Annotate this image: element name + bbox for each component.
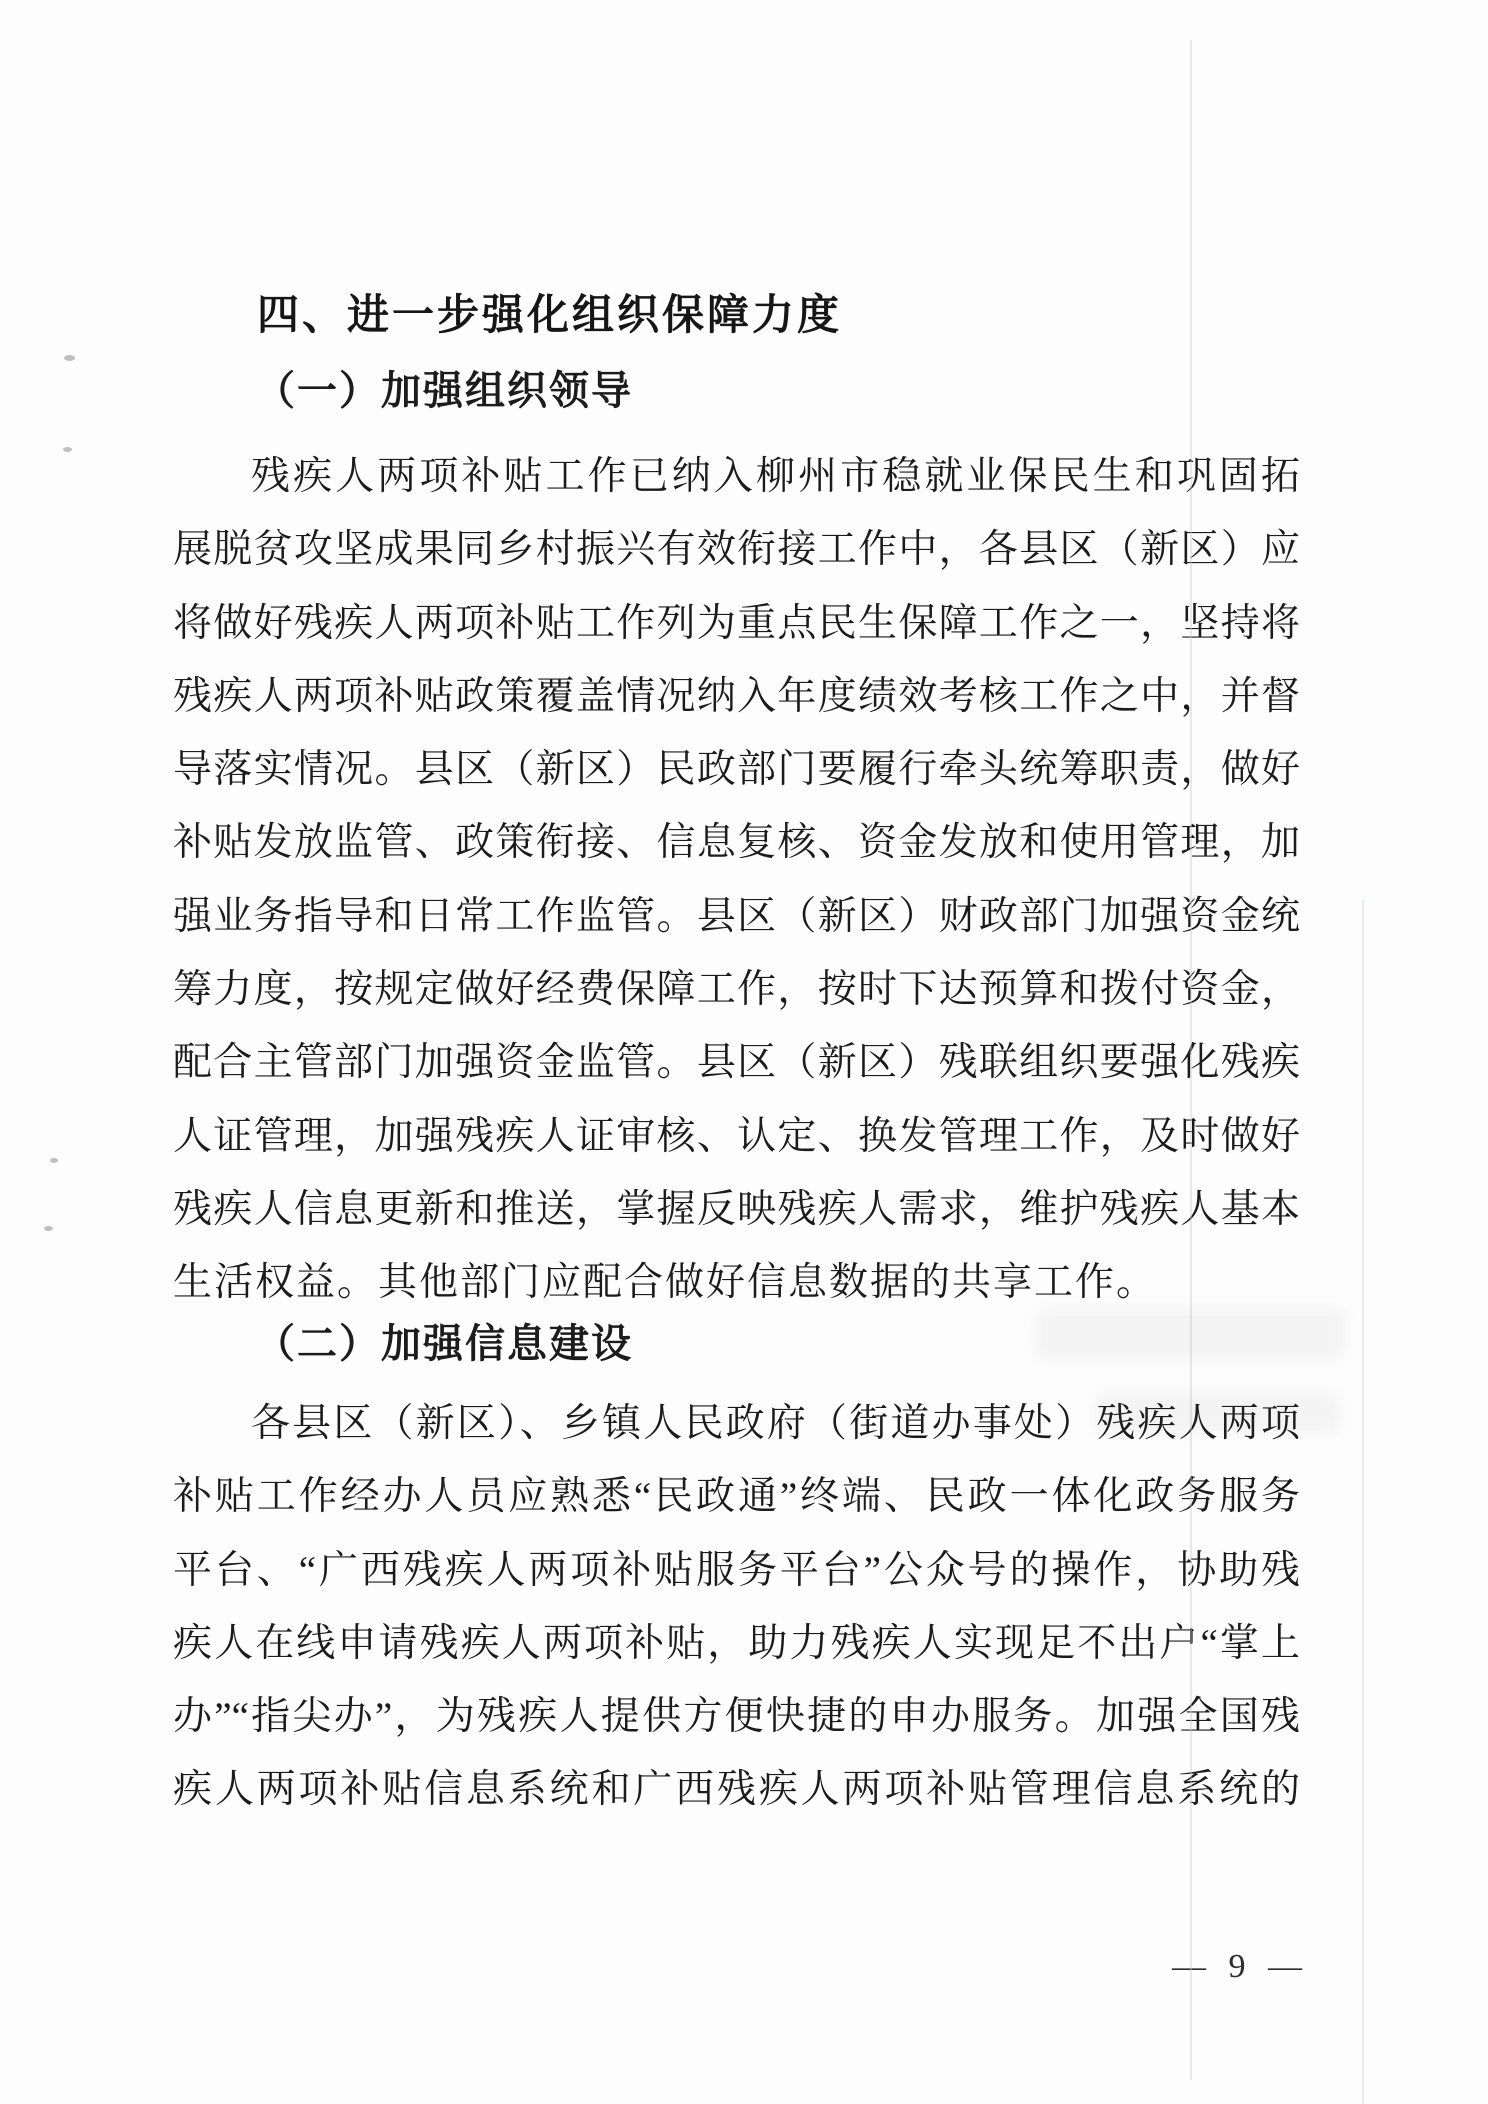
scan-speckle — [44, 1226, 53, 1231]
body-line: 残疾人两项补贴工作已纳入柳州市稳就业保民生和巩固拓 — [251, 455, 1300, 498]
body-line: 办”“指尖办”，为残疾人提供方便快捷的申办服务。加强全国残 — [173, 1695, 1300, 1739]
paragraph-1 — [173, 440, 1300, 1320]
page-number: — 9 — — [1172, 1948, 1309, 1985]
body-line: 导落实情况。县区（新区）民政部门要履行牵头统筹职责，做好 — [173, 748, 1300, 792]
scan-artifact-vline — [1362, 900, 1364, 2104]
section-heading: 四、进一步强化组织保障力度 — [257, 291, 843, 338]
body-line: 补贴工作经办人员应熟悉“民政通”终端、民政一体化政务服务 — [173, 1475, 1300, 1519]
body-line: 展脱贫攻坚成果同乡村振兴有效衔接工作中，各县区（新区）应 — [173, 528, 1300, 572]
body-line: 生活权益。其他部门应配合做好信息数据的共享工作。 — [173, 1261, 1158, 1305]
scan-speckle — [64, 355, 75, 361]
body-line: 平台、“广西残疾人两项补贴服务平台”公众号的操作，协助残 — [173, 1548, 1300, 1592]
body-line: 人证管理，加强残疾人证审核、认定、换发管理工作，及时做好 — [173, 1114, 1300, 1158]
subheading-2: （二）加强信息建设 — [255, 1321, 633, 1366]
body-line: 强业务指导和日常工作监管。县区（新区）财政部门加强资金统 — [173, 894, 1300, 938]
scan-speckle — [63, 447, 72, 452]
paragraph-2 — [173, 1387, 1300, 1827]
body-line: 疾人在线申请残疾人两项补贴，助力残疾人实现足不出户“掌上 — [173, 1621, 1300, 1665]
body-line: 筹力度，按规定做好经费保障工作，按时下达预算和拨付资金， — [173, 968, 1300, 1012]
scan-speckle — [50, 1158, 58, 1163]
body-line: 将做好残疾人两项补贴工作列为重点民生保障工作之一，坚持将 — [173, 601, 1300, 645]
body-line: 各县区（新区）、乡镇人民政府（街道办事处）残疾人两项 — [251, 1402, 1300, 1445]
body-line: 残疾人信息更新和推送，掌握反映残疾人需求，维护残疾人基本 — [173, 1187, 1300, 1231]
body-line: 补贴发放监管、政策衔接、信息复核、资金发放和使用管理，加 — [173, 821, 1300, 865]
body-line: 配合主管部门加强资金监管。县区（新区）残联组织要强化残疾 — [173, 1041, 1300, 1085]
body-line: 残疾人两项补贴政策覆盖情况纳入年度绩效考核工作之中，并督 — [173, 674, 1300, 718]
body-line: 疾人两项补贴信息系统和广西残疾人两项补贴管理信息系统的 — [173, 1768, 1300, 1812]
subheading-1: （一）加强组织领导 — [255, 368, 633, 413]
